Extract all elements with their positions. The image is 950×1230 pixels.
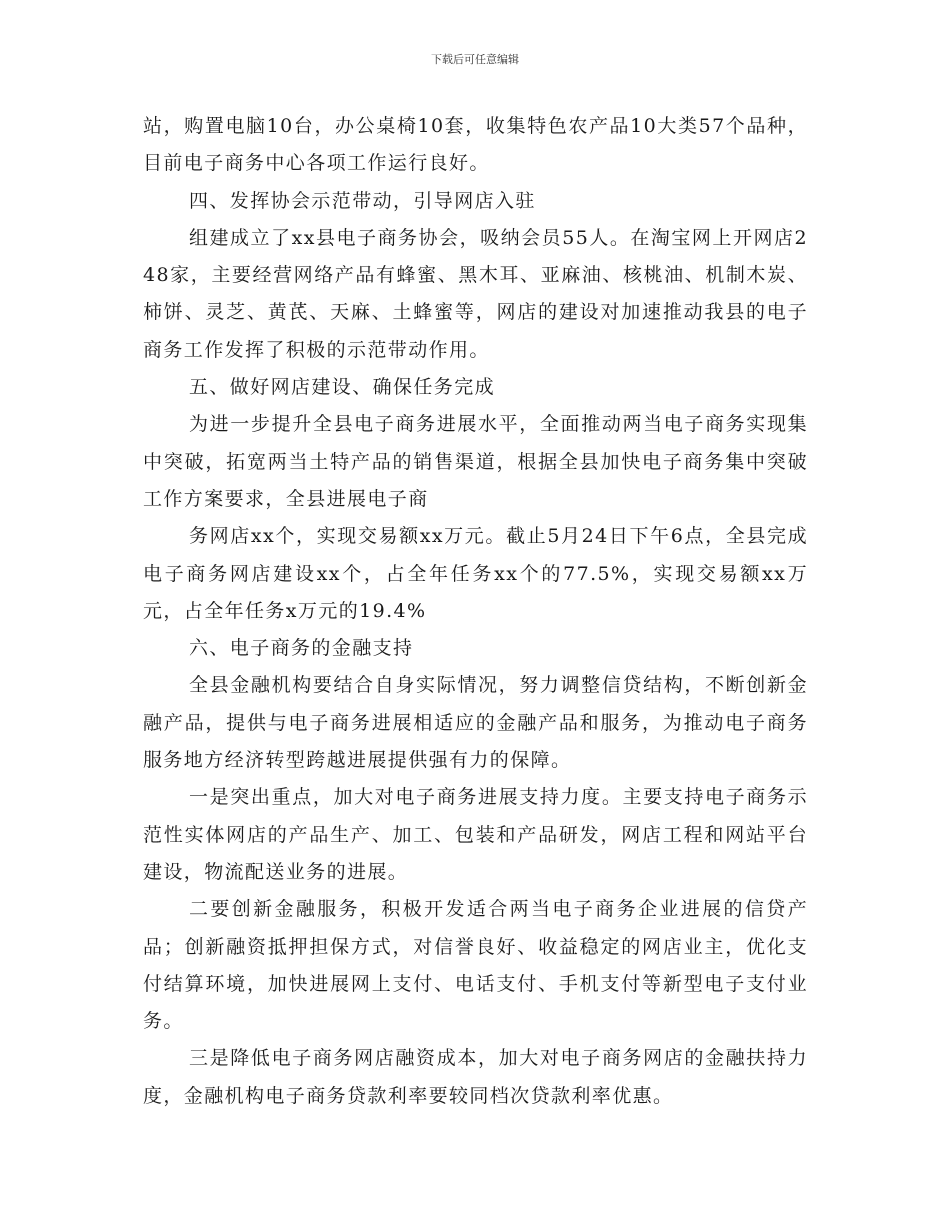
paragraph: 一是突出重点，加大对电子商务进展支持力度。主要支持电子商务示范性实体网店的产品生产、加工、包装和产品研发，网店工程和网站平台建设，物流配送业务的进展。 [143, 786, 808, 883]
document-body [143, 108, 808, 1115]
paragraph: 站，购置电脑10台，办公桌椅10套，收集特色农产品10大类57个品种，目前电子商务中心各项工作运行良好。 [143, 115, 808, 175]
paragraph: 组建成立了xx县电子商务协会，吸纳会员55人。在淘宝网上开网店248家，主要经营网络产品有蜂蜜、黑木耳、亚麻油、核桃油、机制木炭、柿饼、灵芝、黄芪、天麻、土蜂蜜等，网店的建设对加速推动我县的电子商务工作发挥了积极的示范带动作用。 [143, 226, 808, 361]
page-header: 下载后可任意编辑 [431, 53, 519, 66]
paragraph: 全县金融机构要结合自身实际情况，努力调整信贷结构，不断创新金融产品，提供与电子商务进展相适应的金融产品和服务，为推动电子商务服务地方经济转型跨越进展提供强有力的保障。 [143, 674, 808, 772]
paragraph: 三是降低电子商务网店融资成本，加大对电子商务网店的金融扶持力度，金融机构电子商务贷款利率要较同档次贷款利率优惠。 [143, 1047, 808, 1107]
paragraph: 二要创新金融服务，积极开发适合两当电子商务企业进展的信贷产品；创新融资抵押担保方式，对信誉良好、收益稳定的网店业主，优化支付结算环境，加快进展网上支付、电话支付、手机支付等新型电子支付业务。 [143, 898, 808, 1033]
section-heading: 五、做好网店建设、确保任务完成 [189, 376, 496, 399]
paragraph: 为进一步提升全县电子商务进展水平，全面推动两当电子商务实现集中突破，拓宽两当土特产品的销售渠道，根据全县加快电子商务集中突破工作方案要求，全县进展电子商 [143, 413, 808, 510]
paragraph: 务网店xx个，实现交易额xx万元。截止5月24日下午6点，全县完成电子商务网店建设xx个，占全年任务xx个的77.5%，实现交易额xx万元，占全年任务x万元的19.4% [143, 525, 808, 622]
section-heading: 六、电子商务的金融支持 [189, 637, 414, 660]
section-heading: 四、发挥协会示范带动，引导网店入驻 [189, 189, 536, 212]
